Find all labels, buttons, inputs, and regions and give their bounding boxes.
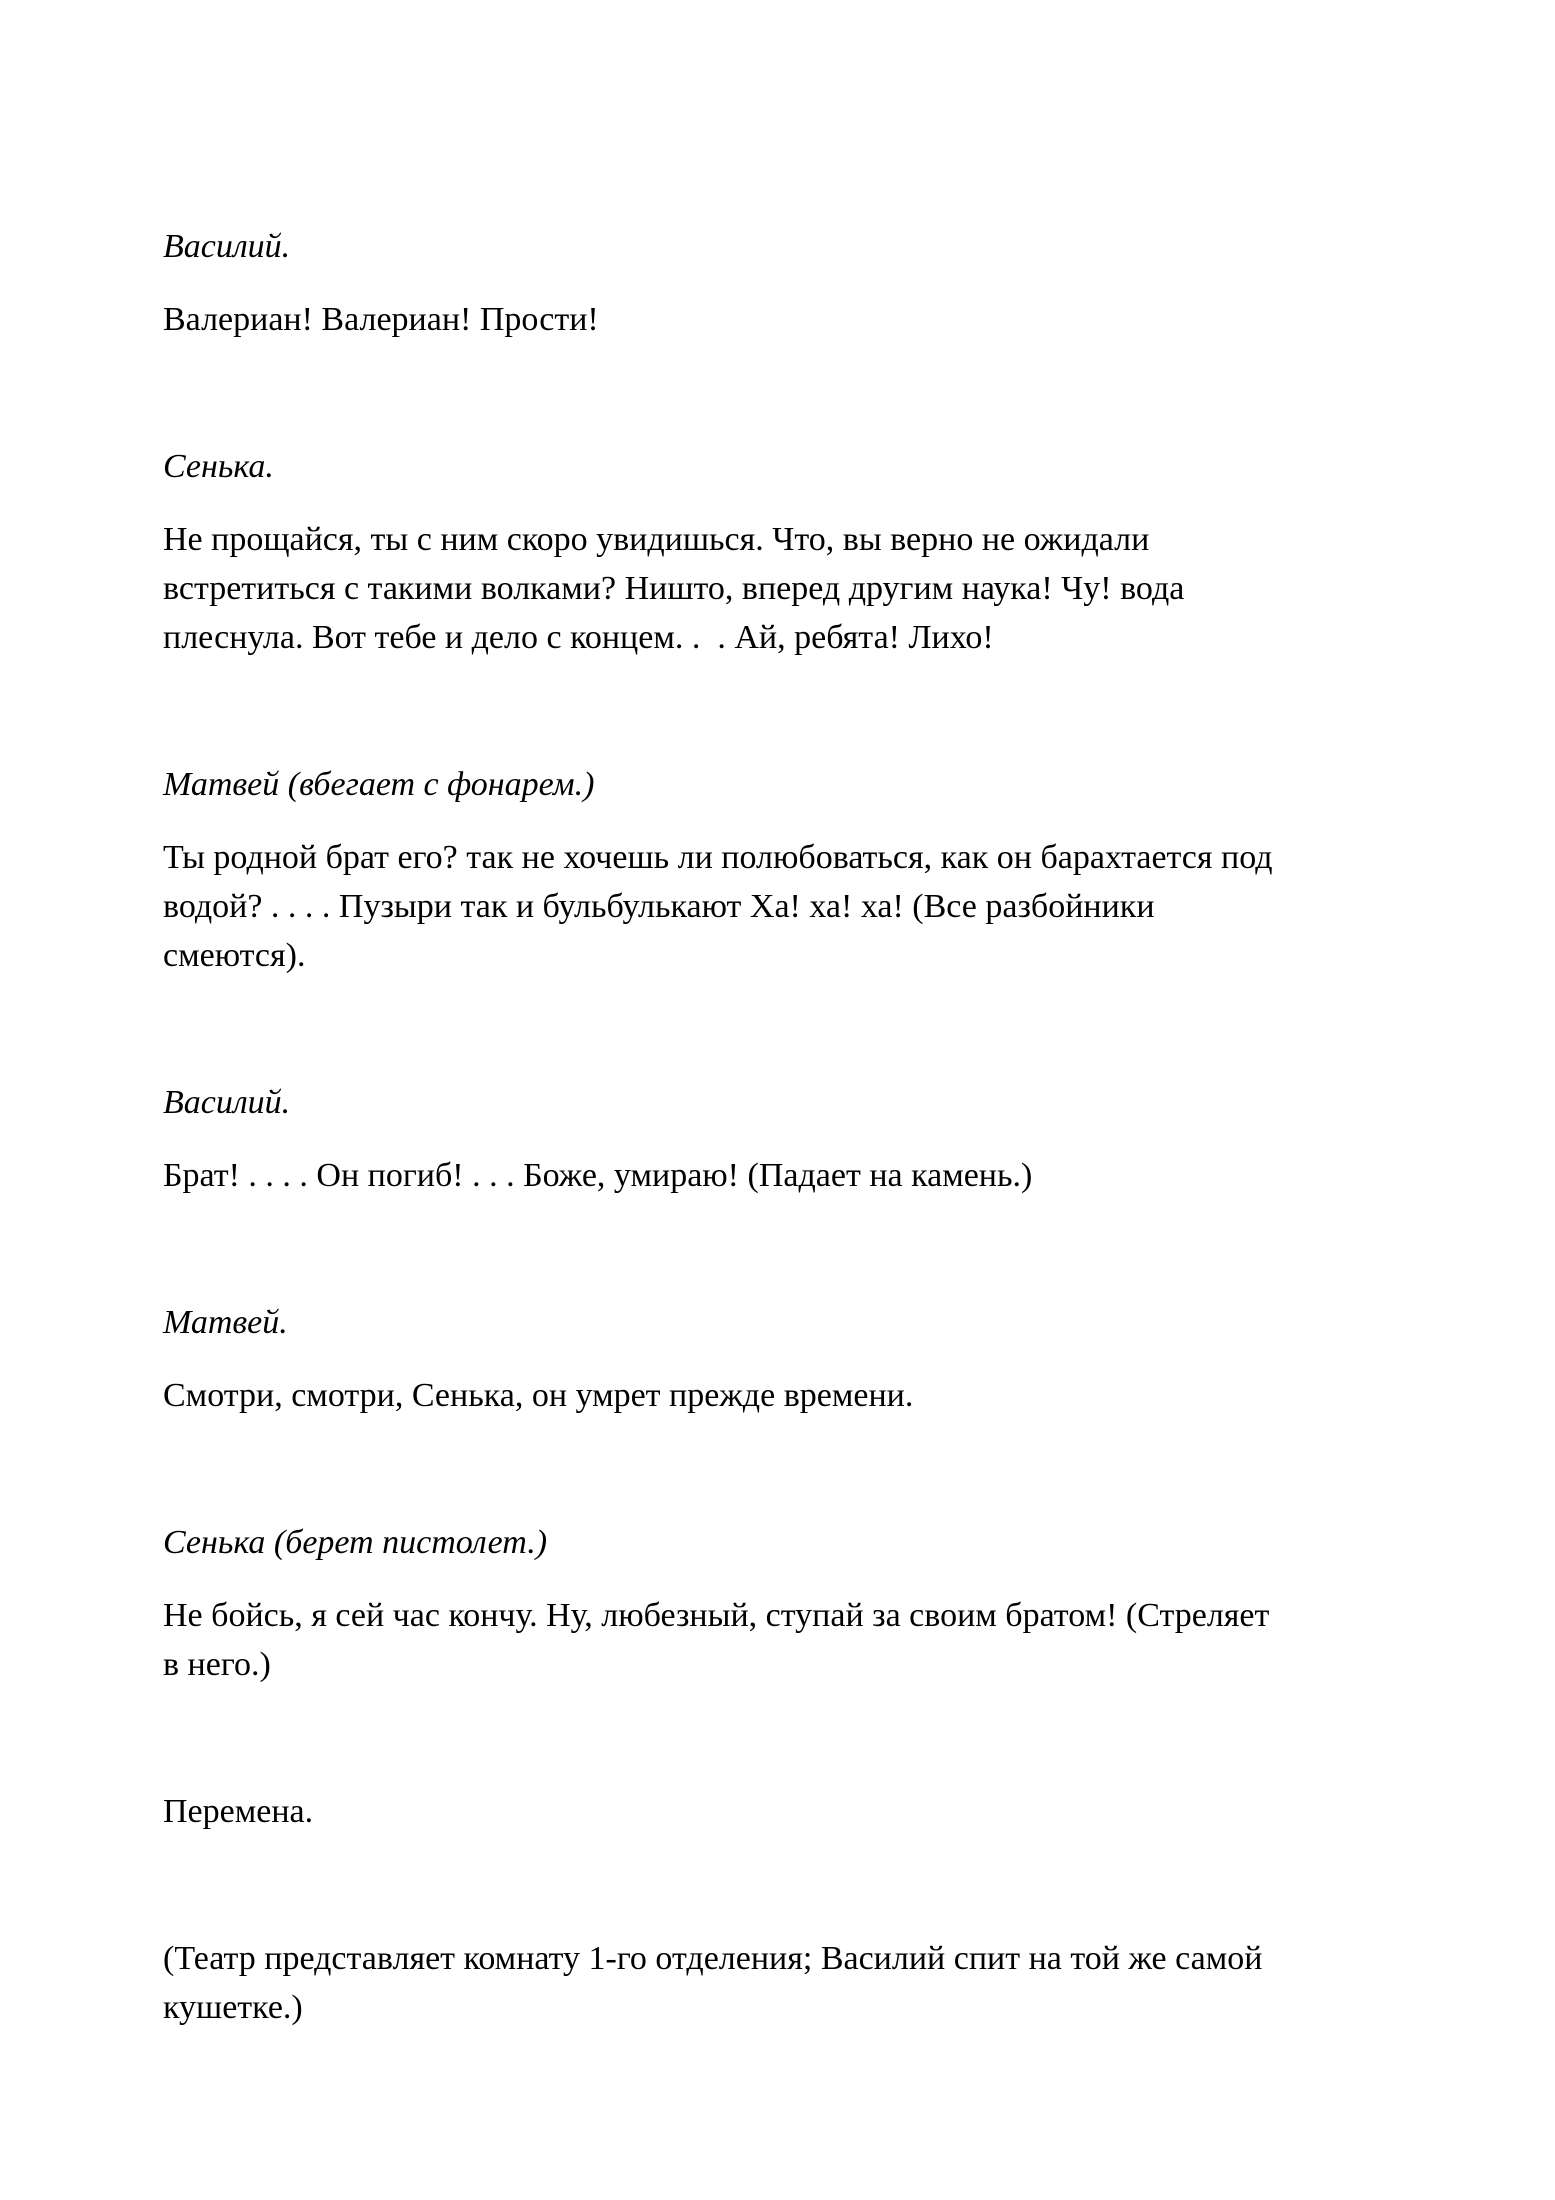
play-script-text — [163, 222, 1430, 2032]
dialogue-paragraph — [163, 833, 1430, 980]
text-line: Брат! . . . . Он погиб! . . . Боже, умираю! (Падает на камень.) — [163, 1157, 1033, 1194]
text-line: Василий. — [163, 228, 291, 265]
text-line: (Театр представляет комнату 1-го отделения; Василий спит на той же самой — [163, 1940, 1263, 1977]
dialogue-paragraph — [163, 295, 1430, 344]
text-line: Матвей (вбегает с фонарем.) — [163, 766, 595, 803]
text-line: Перемена. — [163, 1793, 314, 1830]
text-line: Не прощайся, ты с ним скоро увидишься. Что, вы верно не ожидали — [163, 521, 1150, 558]
stage-direction — [163, 1787, 1430, 1836]
dialogue-paragraph — [163, 515, 1430, 662]
speaker-heading — [163, 1078, 1430, 1127]
text-line: водой? . . . . Пузыри так и бульбулькают Ха! ха! ха! (Все разбойники — [163, 888, 1155, 925]
text-line: Смотри, смотри, Сенька, он умрет прежде времени. — [163, 1377, 914, 1414]
text-line: Матвей. — [163, 1304, 288, 1341]
text-line: Сенька (берет пистолет.) — [163, 1524, 548, 1561]
text-line: Василий. — [163, 1084, 291, 1121]
speaker-heading — [163, 442, 1430, 491]
speaker-heading — [163, 760, 1430, 809]
dialogue-paragraph — [163, 1591, 1430, 1689]
text-line: Не бойсь, я сей час кончу. Ну, любезный, ступай за своим братом! (Стреляет — [163, 1597, 1270, 1634]
text-line: Валериан! Валериан! Прости! — [163, 301, 599, 338]
text-line: Ты родной брат его? так не хочешь ли полюбоваться, как он барахтается под — [163, 839, 1273, 876]
speaker-heading — [163, 222, 1430, 271]
text-line: смеются). — [163, 937, 306, 974]
text-line: Сенька. — [163, 448, 274, 485]
speaker-heading — [163, 1518, 1430, 1567]
dialogue-paragraph — [163, 1151, 1430, 1200]
speaker-heading — [163, 1298, 1430, 1347]
stage-direction — [163, 1934, 1430, 2032]
text-line: встретиться с такими волками? Ништо, вперед другим наука! Чу! вода — [163, 570, 1185, 607]
text-line: плеснула. Вот тебе и дело с концем. . . Ай, ребята! Лихо! — [163, 619, 994, 656]
text-line: кушетке.) — [163, 1989, 303, 2026]
dialogue-paragraph — [163, 1371, 1430, 1420]
text-line: в него.) — [163, 1646, 271, 1683]
